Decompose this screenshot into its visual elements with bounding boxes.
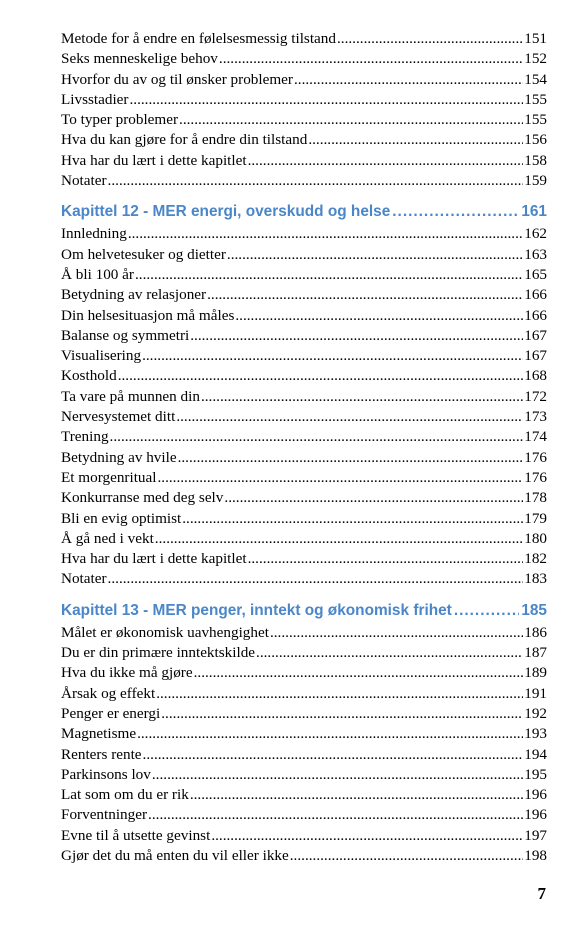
toc-entry-title: Notater xyxy=(61,570,107,588)
toc-entry[interactable] xyxy=(61,623,547,643)
chapter-heading-page-number: 161 xyxy=(521,203,547,221)
toc-entry[interactable] xyxy=(61,724,547,744)
toc-entry[interactable] xyxy=(61,224,547,244)
toc-entry-page-number: 186 xyxy=(524,623,547,641)
toc-entry[interactable] xyxy=(61,346,547,366)
toc-entry[interactable] xyxy=(61,663,547,683)
toc-entry[interactable] xyxy=(61,427,547,447)
toc-entry[interactable] xyxy=(61,326,547,346)
toc-entry[interactable] xyxy=(61,130,547,150)
page-number: 7 xyxy=(537,884,546,903)
toc-entry-page-number: 173 xyxy=(524,408,547,426)
toc-entry[interactable] xyxy=(61,468,547,488)
toc-entry-leader-dots xyxy=(190,326,523,346)
toc-entry-page-number: 176 xyxy=(524,448,547,466)
toc-entry-title: Din helsesituasjon må måles xyxy=(61,306,235,324)
toc-entry[interactable] xyxy=(61,70,547,90)
toc-entry-leader-dots xyxy=(207,285,523,305)
chapter-heading-leader-dots xyxy=(454,600,520,622)
toc-entry-page-number: 155 xyxy=(524,111,547,129)
toc-entry-leader-dots xyxy=(108,171,524,191)
toc-entry[interactable] xyxy=(61,805,547,825)
toc-entry[interactable] xyxy=(61,90,547,110)
toc-entry[interactable] xyxy=(61,826,547,846)
toc-entry-page-number: 168 xyxy=(524,367,547,385)
toc-entry-leader-dots xyxy=(190,785,523,805)
toc-entry-leader-dots xyxy=(179,110,523,130)
toc-entry-title: Hvorfor du av og til ønsker problemer xyxy=(61,70,293,88)
toc-entry-leader-dots xyxy=(182,509,523,529)
toc-entry-title: Betydning av relasjoner xyxy=(61,286,207,304)
toc-entry-leader-dots xyxy=(135,265,523,285)
toc-entry-page-number: 151 xyxy=(524,30,547,47)
toc-entry-leader-dots xyxy=(142,346,523,366)
toc-entry-leader-dots xyxy=(110,427,524,447)
toc-entry-leader-dots xyxy=(148,805,523,825)
toc-entry-page-number: 179 xyxy=(524,509,547,527)
toc-entry-title: Gjør det du må enten du vil eller ikke xyxy=(61,846,289,864)
toc-entry-page-number: 174 xyxy=(524,428,547,446)
toc-entry[interactable] xyxy=(61,846,547,866)
toc-entry-leader-dots xyxy=(137,724,523,744)
toc-entry-page-number: 191 xyxy=(524,684,547,702)
toc-entry-page-number: 196 xyxy=(524,786,547,804)
toc-entry-leader-dots xyxy=(224,488,523,508)
toc-entry[interactable] xyxy=(61,29,547,49)
toc-entry[interactable] xyxy=(61,745,547,765)
intro-entries xyxy=(61,29,547,191)
toc-entry-title: Et morgenritual xyxy=(61,468,157,486)
toc-entry-page-number: 158 xyxy=(524,151,547,169)
toc-entry-leader-dots xyxy=(176,407,523,427)
chapter-12-group xyxy=(61,201,547,589)
toc-entry-page-number: 154 xyxy=(524,70,547,88)
chapter-heading[interactable] xyxy=(61,600,547,622)
toc-entry-leader-dots xyxy=(248,549,524,569)
toc-entry[interactable] xyxy=(61,387,547,407)
toc-entry-title: Lat som om du er rik xyxy=(61,786,189,804)
toc-entry-leader-dots xyxy=(157,468,523,488)
toc-entry-leader-dots xyxy=(178,448,524,468)
chapter-13-group xyxy=(61,600,547,867)
toc-entry-leader-dots xyxy=(290,846,523,866)
toc-entry[interactable] xyxy=(61,509,547,529)
toc-entry-leader-dots xyxy=(128,224,523,244)
toc-entry-title: Hva du ikke må gjøre xyxy=(61,664,193,682)
toc-entry-leader-dots xyxy=(108,569,524,589)
toc-entry-title: Magnetisme xyxy=(61,725,137,743)
toc-entry[interactable] xyxy=(61,684,547,704)
toc-entry-leader-dots xyxy=(155,529,523,549)
toc-entry-leader-dots xyxy=(194,663,524,683)
toc-entry[interactable] xyxy=(61,549,547,569)
toc-entry-page-number: 193 xyxy=(524,725,547,743)
toc-entry-title: To typer problemer xyxy=(61,111,179,129)
toc-entry[interactable] xyxy=(61,407,547,427)
chapter-heading-title: Kapittel 13 - MER penger, inntekt og økonomisk frihet xyxy=(61,601,452,619)
toc-entry-leader-dots xyxy=(227,245,523,265)
toc-entry-page-number: 165 xyxy=(524,265,547,283)
toc-entry-title: Parkinsons lov xyxy=(61,765,151,783)
toc-entry-leader-dots xyxy=(201,387,523,407)
toc-entry-leader-dots xyxy=(256,643,523,663)
toc-entry-leader-dots xyxy=(235,306,523,326)
toc-entry-page-number: 198 xyxy=(524,846,547,864)
toc-entry-title: Hva har du lært i dette kapitlet xyxy=(61,550,247,568)
toc-entry-page-number: 155 xyxy=(524,90,547,108)
toc-entry[interactable] xyxy=(61,110,547,130)
toc-entry-page-number: 167 xyxy=(524,326,547,344)
toc-entry-title: Årsak og effekt xyxy=(61,684,156,702)
toc-entry[interactable] xyxy=(61,765,547,785)
toc-entry[interactable] xyxy=(61,704,547,724)
toc-entry-page-number: 176 xyxy=(524,468,547,486)
toc-entry-page-number: 197 xyxy=(524,826,547,844)
toc-entry-title: Du er din primære inntektskilde xyxy=(61,644,256,662)
toc-entry[interactable] xyxy=(61,245,547,265)
toc-entry-page-number: 182 xyxy=(524,550,547,568)
chapter-heading-title: Kapittel 12 - MER energi, overskudd og helse xyxy=(61,203,391,221)
toc-entry-leader-dots xyxy=(152,765,523,785)
toc-entry[interactable] xyxy=(61,488,547,508)
chapter-heading-leader-dots xyxy=(392,201,519,223)
toc-entry-title: Betydning av hvile xyxy=(61,448,177,466)
toc-entry-title: Ta vare på munnen din xyxy=(61,387,200,405)
toc-entry-page-number: 156 xyxy=(524,131,547,149)
toc-entry-title: Å gå ned i vekt xyxy=(61,529,154,547)
toc-entry-title: Penger er energi xyxy=(61,704,161,722)
toc-entry-page-number: 187 xyxy=(524,644,547,662)
toc-entry-title: Evne til å utsette gevinst xyxy=(61,826,211,844)
toc-entry[interactable] xyxy=(61,265,547,285)
toc-entry-page-number: 159 xyxy=(524,172,547,190)
toc-entry-page-number: 180 xyxy=(524,529,547,547)
toc-entry[interactable] xyxy=(61,448,547,468)
toc-entry-title: Trening xyxy=(61,428,109,446)
toc-entry-leader-dots xyxy=(118,366,524,386)
toc-entry-title: Hva du kan gjøre for å endre din tilstand xyxy=(61,131,308,149)
toc-entry-leader-dots xyxy=(294,70,523,90)
toc-entry-page-number: 152 xyxy=(524,50,547,68)
toc-entry-title: Å bli 100 år xyxy=(61,265,134,283)
toc-entry-leader-dots xyxy=(248,151,524,171)
toc-entry-leader-dots xyxy=(129,90,523,110)
toc-entry-title: Notater xyxy=(61,172,107,190)
toc-entry-page-number: 163 xyxy=(524,245,547,263)
chapter-heading-page-number: 185 xyxy=(521,601,547,619)
toc-entry-page-number: 167 xyxy=(524,347,547,365)
toc-entry-title: Visualisering xyxy=(61,347,142,365)
toc-entry-title: Konkurranse med deg selv xyxy=(61,489,224,507)
toc-entry-page-number: 189 xyxy=(524,664,547,682)
toc-entry-leader-dots xyxy=(219,49,523,69)
toc-entry-page-number: 166 xyxy=(524,286,547,304)
toc-entry-page-number: 178 xyxy=(524,489,547,507)
toc-entry-title: Nervesystemet ditt xyxy=(61,408,176,426)
toc-entry-page-number: 196 xyxy=(524,806,547,824)
chapter-heading[interactable] xyxy=(61,201,547,223)
toc-entry-title: Forventninger xyxy=(61,806,148,824)
toc-entry-title: Målet er økonomisk uavhengighet xyxy=(61,623,269,641)
table-of-contents xyxy=(61,29,547,866)
toc-entry-title: Seks menneskelige behov xyxy=(61,50,218,68)
toc-entry[interactable] xyxy=(61,366,547,386)
toc-entry-title: Om helvetesuker og dietter xyxy=(61,245,226,263)
toc-entry-leader-dots xyxy=(156,684,523,704)
toc-entry-page-number: 194 xyxy=(524,745,547,763)
toc-entry-title: Balanse og symmetri xyxy=(61,326,190,344)
toc-entry[interactable] xyxy=(61,171,547,191)
toc-entry-title: Innledning xyxy=(61,225,127,243)
toc-entry-title: Hva har du lært i dette kapitlet xyxy=(61,151,247,169)
toc-entry-title: Renters rente xyxy=(61,745,142,763)
toc-entry-title: Metode for å endre en følelsesmessig tilstand xyxy=(61,30,336,47)
toc-entry-title: Kosthold xyxy=(61,367,117,385)
toc-entry[interactable] xyxy=(61,785,547,805)
toc-entry[interactable] xyxy=(61,306,547,326)
toc-entry-leader-dots xyxy=(211,826,523,846)
toc-entry-leader-dots xyxy=(308,130,523,150)
toc-entry-title: Livsstadier xyxy=(61,90,129,108)
toc-entry[interactable] xyxy=(61,529,547,549)
toc-entry-page-number: 183 xyxy=(524,570,547,588)
toc-entry-leader-dots xyxy=(270,623,523,643)
toc-entry-page-number: 195 xyxy=(524,765,547,783)
toc-entry-page-number: 172 xyxy=(524,387,547,405)
toc-entry-leader-dots xyxy=(337,29,523,49)
toc-entry[interactable] xyxy=(61,285,547,305)
toc-entry-leader-dots xyxy=(143,745,524,765)
toc-entry[interactable] xyxy=(61,569,547,589)
toc-entry[interactable] xyxy=(61,49,547,69)
toc-entry-title: Bli en evig optimist xyxy=(61,509,182,527)
toc-entry-page-number: 162 xyxy=(524,225,547,243)
toc-entry-page-number: 192 xyxy=(524,704,547,722)
toc-entry[interactable] xyxy=(61,643,547,663)
toc-entry-page-number: 166 xyxy=(524,306,547,324)
toc-entry[interactable] xyxy=(61,151,547,171)
toc-entry-leader-dots xyxy=(161,704,523,724)
